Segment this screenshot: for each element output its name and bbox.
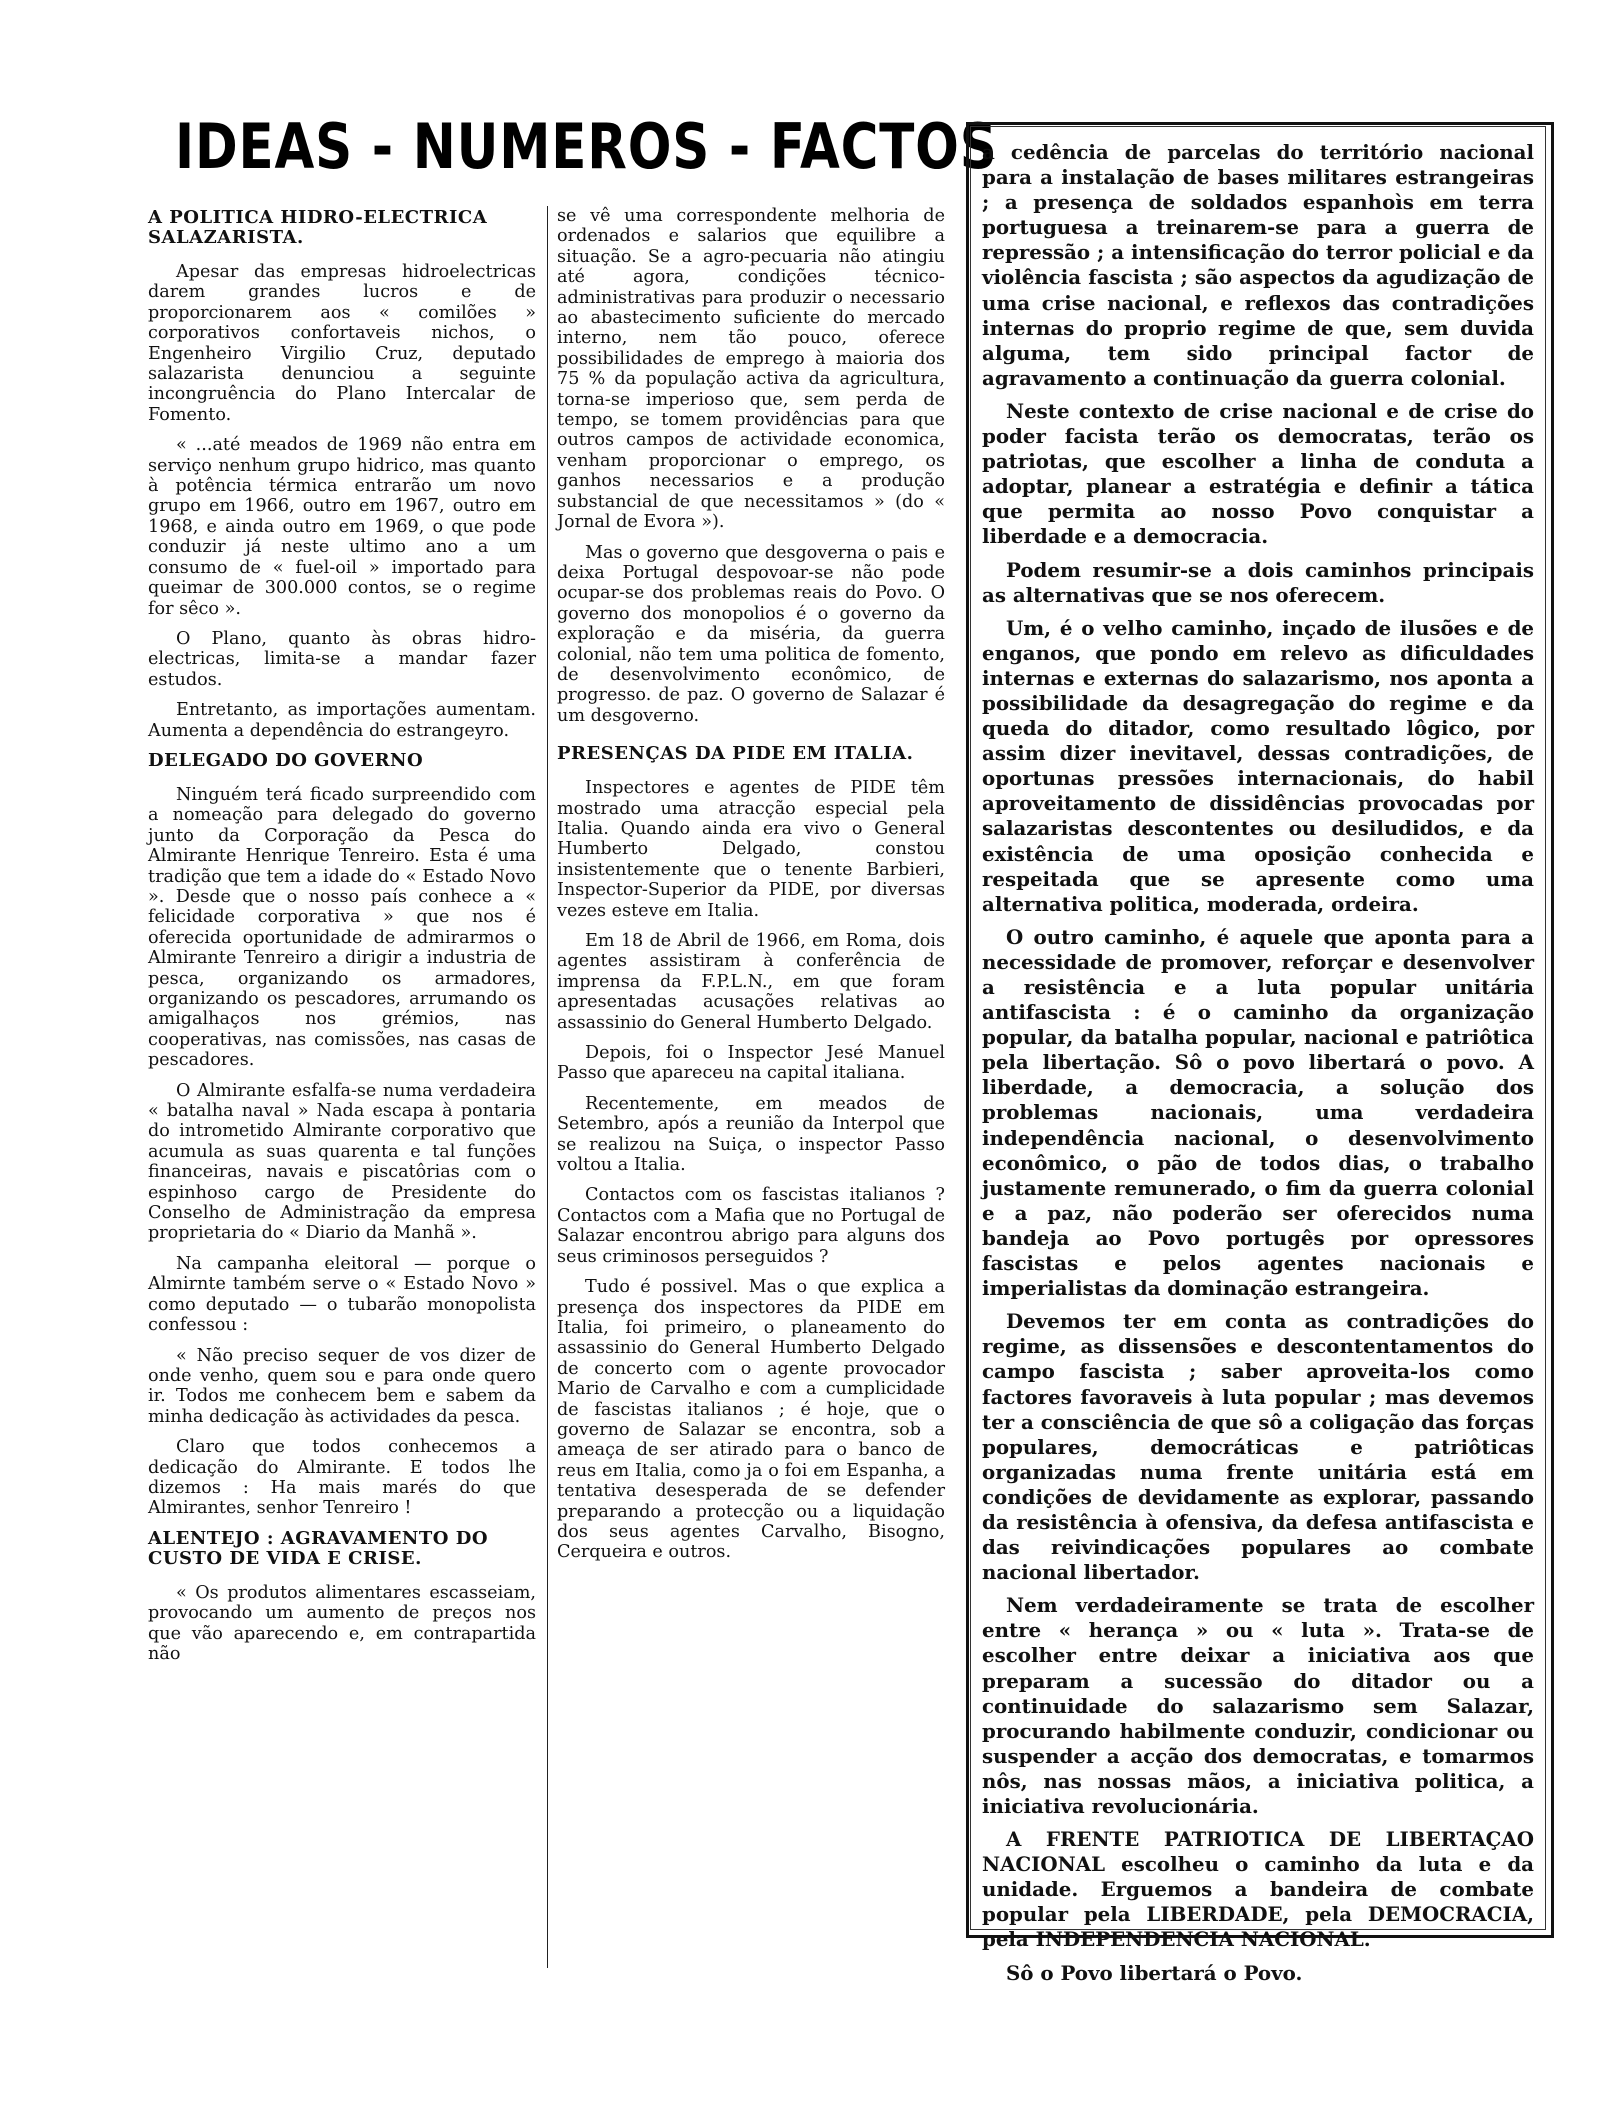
paragraph: O Plano, quanto às obras hidro-electricas, limita-se a mandar fazer estudos.: [148, 628, 536, 690]
paragraph: Podem resumir-se a dois caminhos principais as alternativas que se nos oferecem.: [982, 557, 1534, 607]
paragraph: Apesar das empresas hidroelectricas darem grandes lucros e de proporcionarem aos « comilões » corporativos confortaveis nichos, o Engenheiro Virgilio Cruz, deputado salazarista denunciou a seguinte incongruência do Plano Intercalar de Fomento.: [148, 262, 536, 425]
article-column-2: [557, 206, 945, 1573]
section-heading-pide: PRESENÇAS DA PIDE EM ITALIA.: [557, 743, 914, 765]
closing-slogan: Sô o Povo libertará o Povo.: [1006, 1960, 1303, 1985]
paragraph: se vê uma correspondente melhoria de ordenados e salarios que equilibre a situação. Se a agro-pecuaria não atingiu até agora, condições técnico-administrativas para produzir o necessario ao abastecimento suficiente do mercado interno, nem tão pouco, oferece possibilidades de emprego à maioria dos 75 % da população activa da agricultura, torna-se imperioso que, sem perda de tempo, se tomem providências para que outros campos de actividade economica, venham proporcionar o emprego, os ganhos necessarios e a produção substancial de que necessitamos » (do « Jornal de Evora »).: [557, 206, 945, 533]
paragraph: Contactos com os fascistas italianos ? Contactos com a Mafia que no Portugal de Salazar encontrou abrigo para alguns dos seus criminosos perseguidos ?: [557, 1185, 945, 1267]
paragraph: O Almirante esfalfa-se numa verdadeira « batalha naval » Nada escapa à pontaria do intrometido Almirante corporativo que acumula as suas quarenta e tal funções financeiras, navais e piscatôrias com o espinhoso cargo de Presidente do Conselho de Administração da empresa proprietaria do « Diario da Manhã ».: [148, 1080, 536, 1244]
paragraph: « ...até meados de 1969 não entra em serviço nenhum grupo hidrico, mas quanto à potência térmica entrarão um novo grupo em 1966, outro em 1967, outro em 1968, e ainda outro em 1969, o que pode conduzir já neste ultimo ano a um consumo de « fuel-oil » importado para queimar de 300.000 contos, se o regime for sêco ».: [148, 435, 536, 619]
column-divider: [547, 206, 548, 1968]
paragraph: Inspectores e agentes de PIDE têm mostrado uma atracção especial pela Italia. Quando ainda era vivo o General Humberto Delgado, constou insistentemente que o tenente Barbieri, Inspector-Superior da PIDE, por diversas vezes esteve em Italia.: [557, 778, 945, 921]
paragraph: Recentemente, em meados de Setembro, após a reunião da Interpol que se realizou na Suiça, o inspector Passo voltou a Italia.: [557, 1093, 945, 1176]
paragraph: Devemos ter em conta as contradições do regime, as dissensões e descontentamentos do campo fascista ; saber aproveita-los como factores favoraveis à luta popular ; mas devemos ter a consciência de que sô a coligação das forças populares, democráticas e patriôticas organizadas numa frente unitária está em condições de devidamente as explorar, passando da resistência à ofensiva, da defesa antifascista e das reivindicações populares ao combate nacional libertador.: [982, 1309, 1534, 1585]
paragraph: Ninguém terá ficado surpreendido com a nomeação para delegado do governo junto da Corporação da Pesca do Almirante Henrique Tenreiro. Esta é uma tradição que tem a idade do « Estado Novo ». Desde que o nosso país conhece a « felicidade corporativa » que nos é oferecida oportunidade de admirarmos o Almirante Tenreiro a dirigir a industria de pesca, organizando os armadores, organizando os pescadores, arrumando os amigalhaços nos grémios, nas cooperativas, nas comissões, nas casas de pescadores.: [148, 784, 536, 1071]
paragraph: Um, é o velho caminho, inçado de ilusões e de enganos, que pondo em relevo as dificuldades internas e externas do salazarismo, nos aponta a possibilidade da desagregação do regime e da queda do ditador, como resultado lôgico, por assim dizer inevitavel, dessas contradições, de oportunas pressões internacionais, do habil aproveitamento de dissidências provocadas por salazaristas descontentes ou desiludidos, e da existência de uma oposição conhecida e respeitada que se apresente como uma alternativa politica, moderada, ordeira.: [982, 615, 1534, 916]
section-heading-hydro: A POLITICA HIDRO-ELECTRICA SALAZARISTA.: [148, 207, 488, 248]
section-heading-alentejo: ALENTEJO : AGRAVAMENTO DO CUSTO DE VIDA E CRISE.: [148, 1527, 488, 1569]
paragraph: Neste contexto de crise nacional e de crise do poder facista terão os democratas, terão os patriotas, que escolher a linha de conduta a adoptar, planear a estratégia e definir a tática que permita ao nosso Povo conquistar a liberdade e a democracia.: [982, 398, 1534, 549]
paragraph: Tudo é possivel. Mas o que explica a presença dos inspectores da PIDE em Italia, foi primeiro, o planeamento do assassinio do General Humberto Delgado de concerto com o agente provocador Mario de Carvalho e com a cumplicidade de fascistas italianos ; é hoje, que o governo de Salazar se encontra, sob a ameaça de ser atirado para o banco de reus em Italia, como ja o foi em Espanha, a tentativa desesperada de se defender preparando a protecção ou a liquidação dos seus agentes Carvalho, Bisogno, Cerqueira e outros.: [557, 1277, 945, 1563]
paragraph: Claro que todos conhecemos a dedicação do Almirante. E todos lhe dizemos : Ha mais marés do que Almirantes, senhor Tenreiro !: [148, 1437, 536, 1519]
paragraph: A FRENTE PATRIOTICA DE LIBERTAÇAO NACIONAL escolheu o caminho da luta e da unidade. Erguemos a bandeira de combate popular pela LIBERDADE, pela DEMOCRACIA, pela INDEPENDENCIA NACIONAL.: [982, 1827, 1534, 1952]
paragraph: Na campanha eleitoral — porque o Almirnte também serve o « Estado Novo » como deputado — o tubarão monopolista confessou :: [148, 1253, 536, 1336]
paragraph: Entretanto, as importações aumentam. Aumenta a dependência do estrangeyro.: [148, 700, 536, 741]
page-title: IDEAS - NUMEROS - FACTOS: [175, 110, 998, 183]
article-column-1: [148, 206, 536, 1674]
boxed-article: [982, 140, 1534, 1994]
paragraph: a cedência de parcelas do território nacional para a instalação de bases militares estrangeiras ; a presença de soldados espanhoìs em terra portuguesa a treinarem-se para a guerra de repressão ; a intensificação do terror policial e da violência fascista ; são aspectos da agudização de uma crise nacional, e reflexos das contradições internas do proprio regime de que, sem duvida alguma, tem sido principal factor de agravamento a continuação da guerra colonial.: [982, 140, 1534, 390]
paragraph: Depois, foi o Inspector Jesé Manuel Passo que apareceu na capital italiana.: [557, 1043, 945, 1084]
paragraph: « Os produtos alimentares escasseiam, provocando um aumento de preços nos que vão aparecendo e, em contrapartida não: [148, 1582, 536, 1664]
paragraph: O outro caminho, é aquele que aponta para a necessidade de promover, reforçar e desenvolver a resistência e a luta popular unitária antifascista : é o caminho da organização popular, da batalha popular, nacional e patriôtica pela libertação. Sô o povo libertará o povo. A liberdade, a democracia, a solução dos problemas nacionais, uma verdadeira independência nacional, o desenvolvimento econômico, o pão de todos dias, o trabalho justamente remunerado, o fim da guerra colonial e a paz, não poderão ser oferecidos numa bandeja ao Povo portugês por opressores fascistas e pelos agentes nacionais e imperialistas da dominação estrangeira.: [982, 924, 1534, 1301]
paragraph: Nem verdadeiramente se trata de escolher entre « herança » ou « luta ». Trata-se de escolher entre deixar a iniciativa aos que preparam a sucessão do ditador ou a continuidade do salazarismo sem Salazar, procurando habilmente conduzir, condicionar ou suspender a acção dos democratas, e tomarmos nôs, nas nossas mãos, a iniciativa politica, a iniciativa revolucionária.: [982, 1593, 1534, 1818]
section-heading-delegado: DELEGADO DO GOVERNO: [148, 749, 424, 771]
paragraph: Em 18 de Abril de 1966, em Roma, dois agentes assistiram à conferência de imprensa da F.P.L.N., em que foram apresentadas acusações relativas ao assassinio do General Humberto Delgado.: [557, 931, 945, 1033]
paragraph: « Não preciso sequer de vos dizer de onde venho, quem sou e para onde quero ir. Todos me conhecem bem e sabem da minha dedicação às actividades da pesca.: [148, 1345, 536, 1427]
paragraph: Mas o governo que desgoverna o pais e deixa Portugal despovoar-se não pode ocupar-se dos problemas reais do Povo. O governo dos monopolios é o governo da exploração e da miséria, da guerra colonial, não tem uma politica de fomento, de desenvolvimento econômico, de progresso. de paz. O governo de Salazar é um desgoverno.: [557, 542, 945, 726]
